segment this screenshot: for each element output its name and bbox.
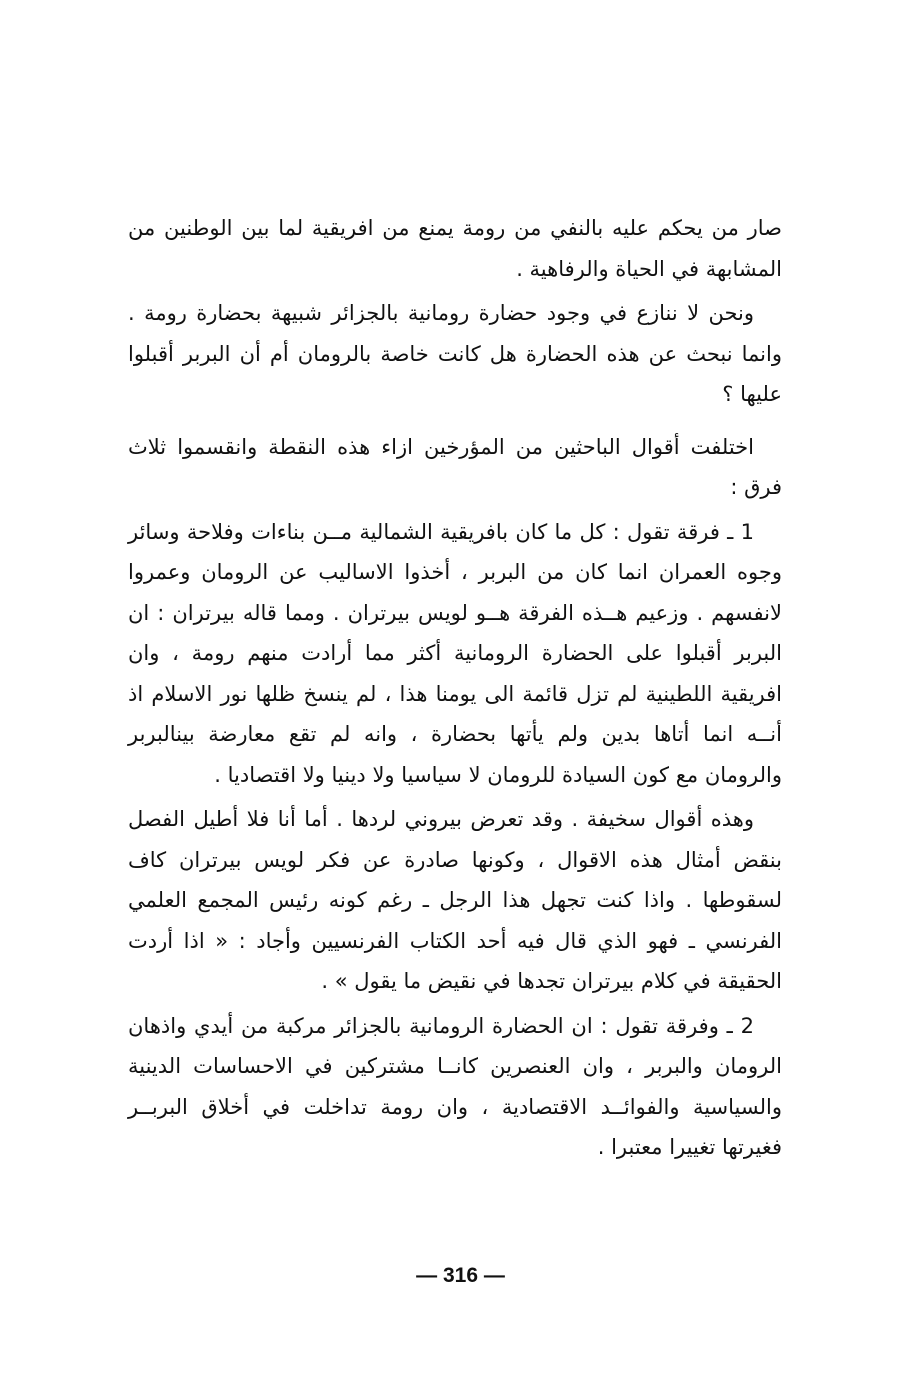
paragraph-1: صار من يحكم عليه بالنفي من رومة يمنع من افريقية لما بين الوطنين من المشابهة في الحياة والرفاهية .: [128, 216, 782, 281]
page-number: — 316 —: [416, 1264, 505, 1287]
paragraph-2: ونحن لا ننازع في وجود حضارة رومانية بالجزائر شبيهة بحضارة رومة . وانما نبحث عن هذه الحضارة هل كانت خاصة بالرومان أم أن البربر أقبلوا عليها ؟: [128, 301, 782, 406]
paragraph-5: وهذه أقوال سخيفة . وقد تعرض بيروني لردها . أما أنا فلا أطيل الفصل بنقض أمثال هذه الاقوال ، وكونها صادرة عن فكر لويس بيرتران كاف لسقوطها . واذا كنت تجهل هذا الرجل ـ رغم كونه رئيس المجمع العلمي الفرنسي ـ فهو الذي قال فيه أحد الكتاب الفرنسيين وأجاد : « اذا أردت الحقيقة في كلام بيرتران تجدها في نقيض ما يقول » .: [128, 807, 782, 993]
paragraph-4: 1 ـ فرقة تقول : كل ما كان بافريقية الشمالية مــن بناءات وفلاحة وسائر وجوه العمران انما كان من البربر ، أخذوا الاساليب عن الرومان وعمروا لانفسهم . وزعيم هــذه الفرقة هــو لويس بيرتران . ومما قاله بيرتران : ان البربر أقبلوا على الحضارة الرومانية أكثر مما أرادت منهم رومة ، وان افريقية اللطينية لم تزل قائمة الى يومنا هذا ، لم ينسخ ظلها نور الاسلام اذ أنــه انما أتاها بدين ولم يأتها بحضارة ، وانه لم تقع معارضة بينالبربر والرومان مع كون السيادة للرومان لا سياسيا ولا دينيا ولا اقتصاديا .: [128, 519, 782, 787]
paragraph-spacer: [128, 415, 782, 427]
paragraph-6: 2 ـ وفرقة تقول : ان الحضارة الرومانية بالجزائر مركبة من أيدي واذهان الرومان والبربر ، وان العنصرين كانــا مشتركين في الاحساسات الدينية والسياسية والفوائــد الاقتصادية ، وان رومة تداخلت في أخلاق البربــر فغيرتها تغييرا معتبرا .: [128, 1013, 782, 1159]
paragraph-3: اختلفت أقوال الباحثين من المؤرخين ازاء هذه النقطة وانقسموا ثلاث فرق :: [128, 434, 782, 499]
page-body-text: [128, 208, 782, 1168]
